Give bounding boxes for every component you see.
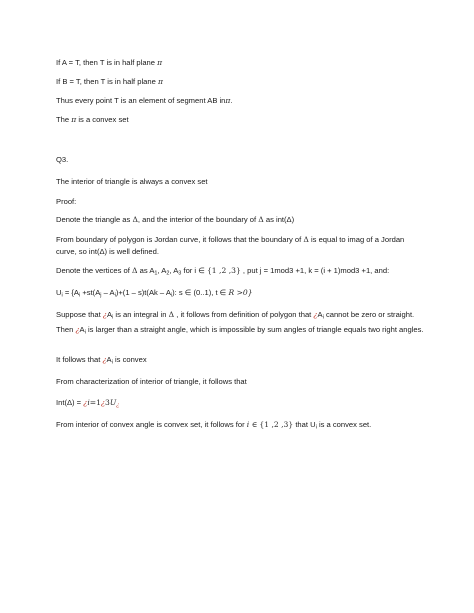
final-line: From interior of convex angle is convex set, it follows for i ∈ {1 ,2 ,3} that $U_i$ is a convex set. (56, 420, 372, 431)
vertices-line: Denote the vertices of Δ as $A_1$, $A_2$, $A_3$ for i ∈ {1 ,2 ,3} , put j = 1mod3 +1, k = (i + 1)mod3 +1, and: (56, 266, 390, 277)
characterization-line: From characterization of interior of triangle, it follows that (56, 377, 247, 386)
line-half-plane-a: If A = T, then T is in half plane π (56, 58, 163, 67)
proof-label: Proof: (56, 197, 77, 206)
denote-triangle: Denote the triangle as Δ, and the interior of the boundary of Δ as int(Δ) (56, 215, 295, 224)
int-equation: $Int(\Delta) = ¿i=1¿3U_¿$ (56, 398, 120, 409)
claim-text: The interior of triangle is always a convex set (56, 177, 208, 186)
line-half-plane-b: If B = T, then T is in half plane π (56, 77, 163, 86)
line-convex-set: The π is a convex set (56, 115, 129, 124)
section-heading-q3: Q3. (56, 155, 69, 164)
line-segment: Thus every point T is an element of segment AB inπ. (56, 96, 233, 105)
jordan-paragraph: From boundary of polygon is Jordan curve, it follows that the boundary of Δ is equal to imag of a Jordan curve, so int(Δ) is well defined. (56, 235, 405, 256)
suppose-paragraph: Suppose that ¿$A_i$ is an integral in Δ , it follows from definition of polygon that ¿$A_i$ cannot be zero or straight. Then ¿$A_i$ is larger than a straight angle, which is impossible by sum angles of triangle equals two right angles. (56, 310, 424, 336)
convex-angle-line: It follows that ¿$A_i$ is convex (56, 355, 147, 366)
u-definition: $U_i = \{A_i +st(A_j - A_i)+(1 - s)t(Ak - A_i)$: s ∈ (0..1), t ∈ R >0} (56, 288, 253, 299)
